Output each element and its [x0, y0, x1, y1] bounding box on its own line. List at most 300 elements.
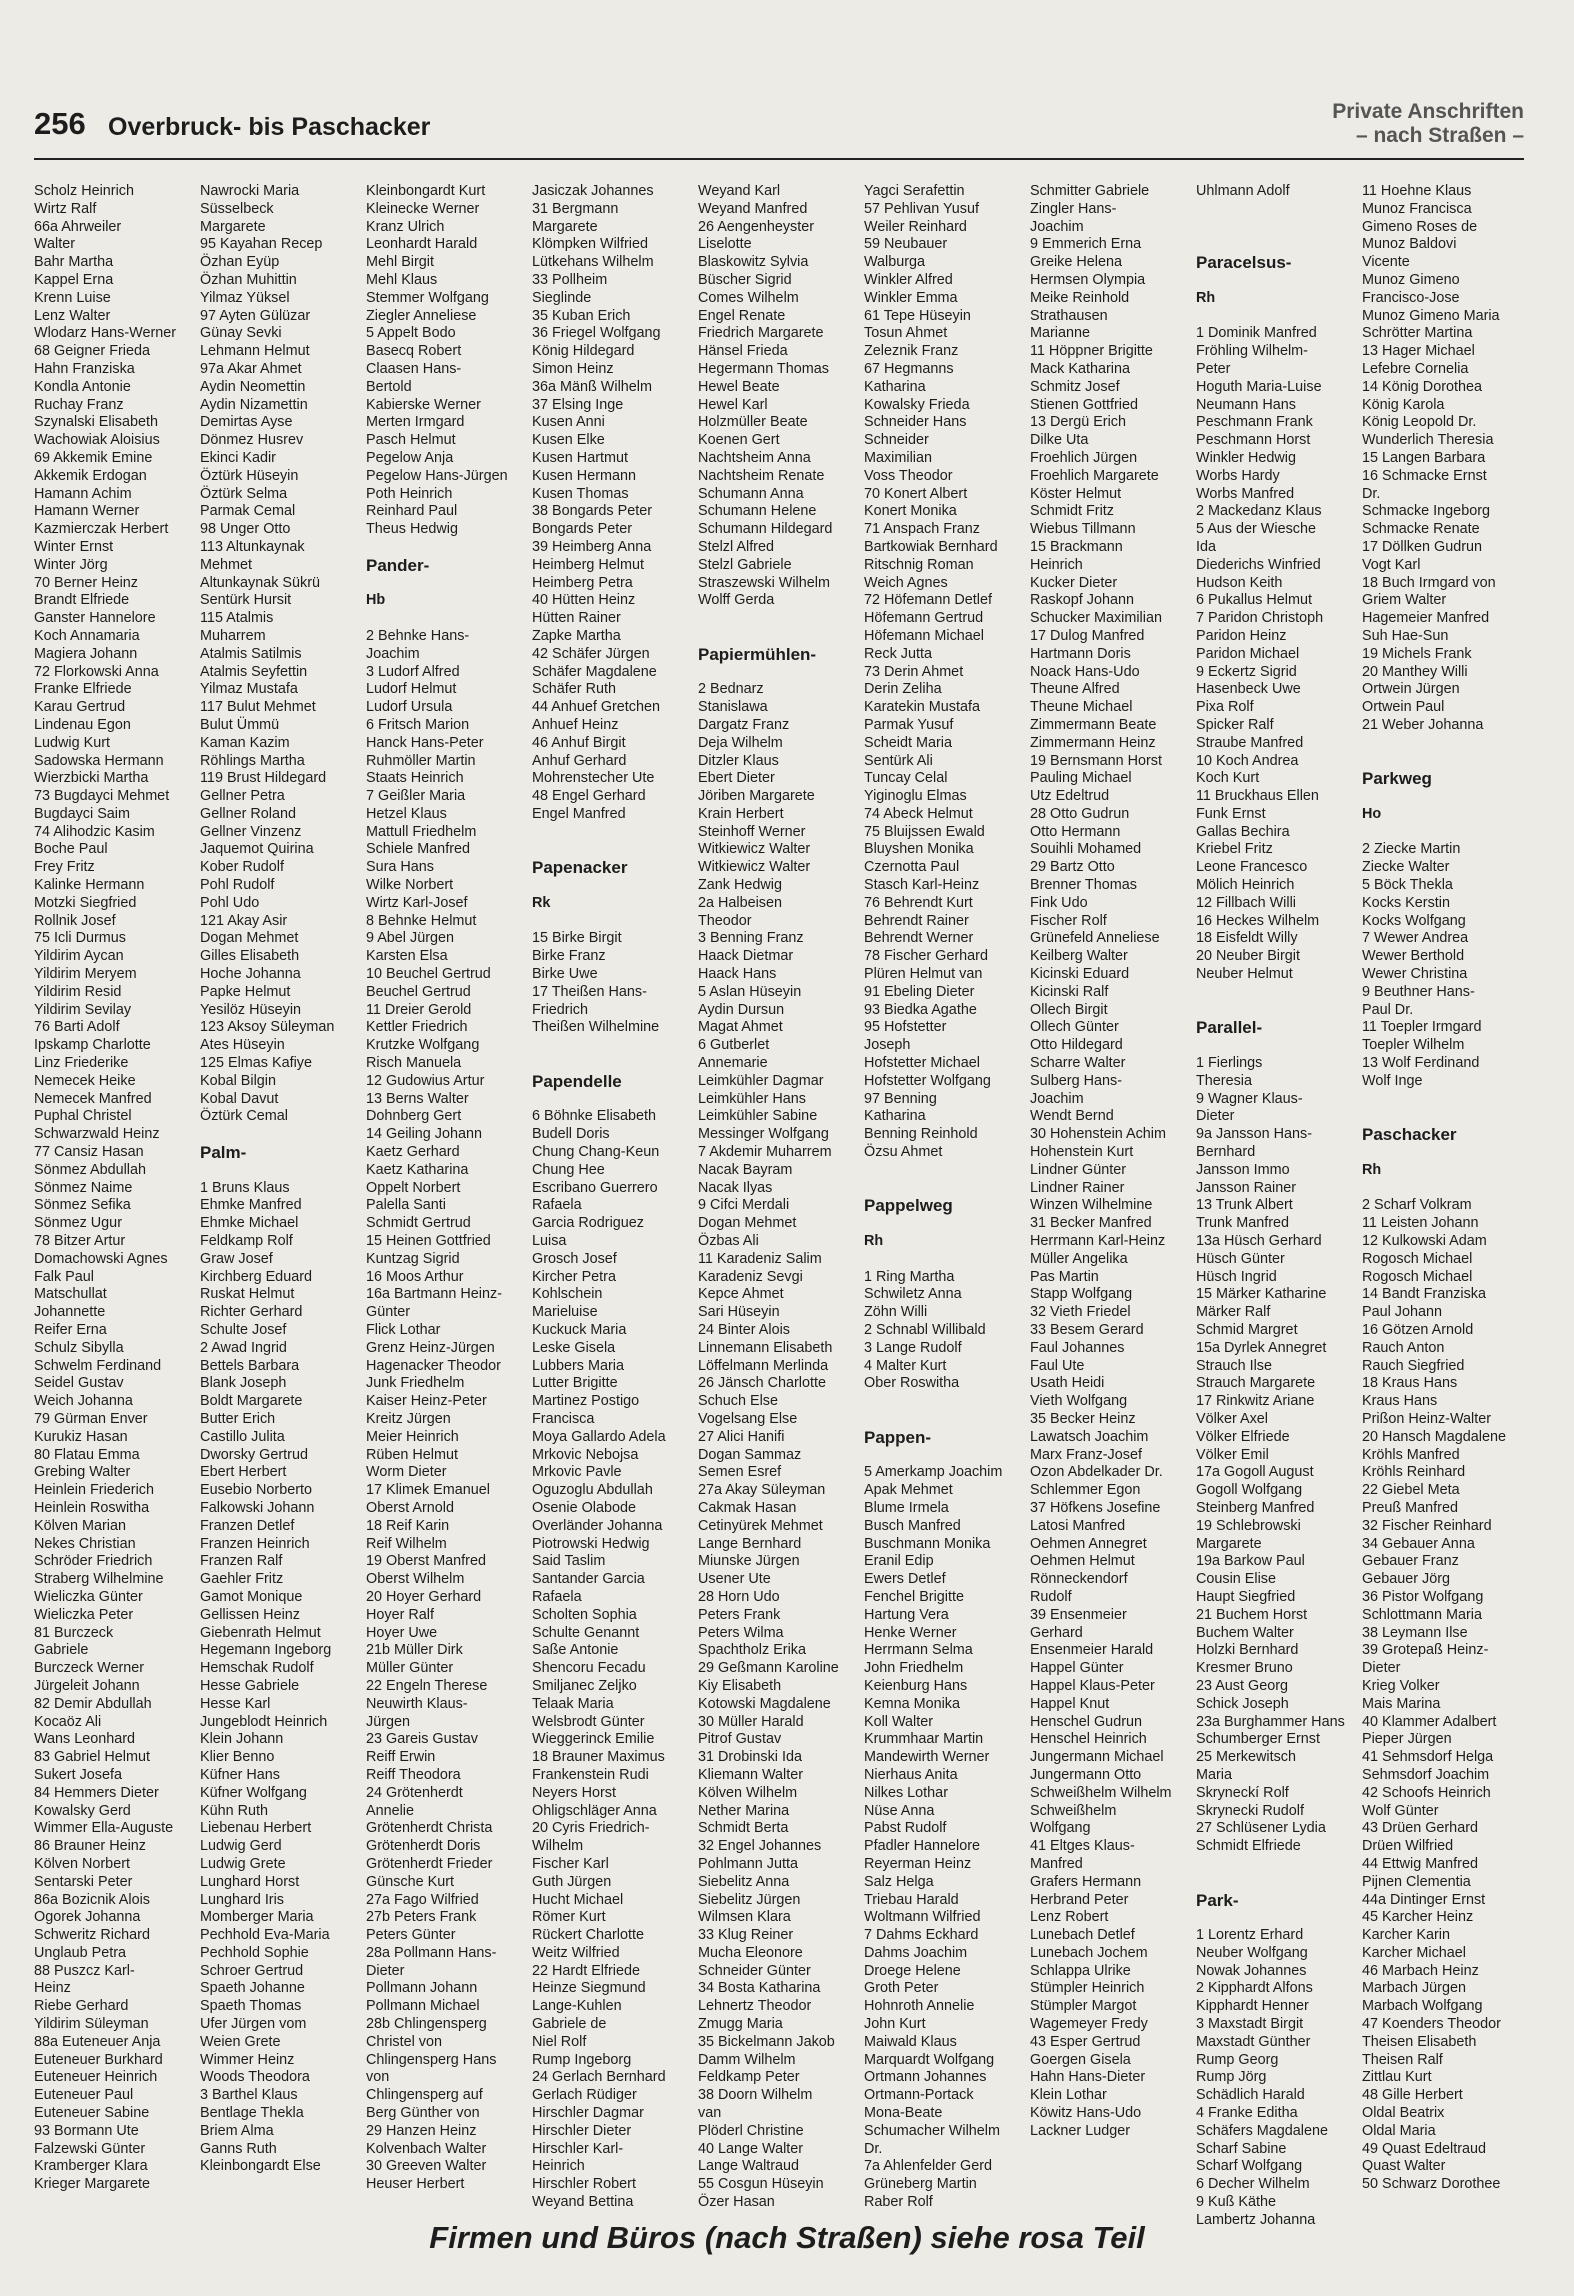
directory-entry: Wolf Inge: [1362, 1072, 1423, 1089]
spacer: [1362, 1180, 1522, 1198]
directory-entry: Mrkovic Pavle: [532, 1464, 622, 1481]
directory-entry: Nilkes Lothar: [864, 1784, 948, 1801]
directory-entry: Kusen Hermann: [532, 467, 636, 484]
directory-entry: 73 Derin Ahmet: [864, 663, 964, 680]
directory-entry: Kobal Davut: [200, 1090, 279, 1107]
directory-entry: Happel Günter: [1030, 1660, 1124, 1677]
directory-entry: 91 Ebeling Dieter: [864, 983, 975, 1000]
directory-entry: Muharrem: [200, 627, 266, 644]
directory-entry: Schumberger Ernst: [1196, 1731, 1320, 1748]
directory-entry: Bahr Martha: [34, 254, 114, 271]
directory-entry: Mehl Birgit: [366, 254, 434, 271]
directory-entry: Krain Herbert: [698, 805, 784, 822]
directory-entry: Heinze Siegmund: [532, 1980, 646, 1997]
directory-entry: Brandt Elfriede: [34, 592, 130, 609]
directory-entry: Herbrand Peter: [1030, 1891, 1129, 1908]
spacer: [1362, 1108, 1522, 1126]
directory-entry: Gilles Elisabeth: [200, 948, 300, 965]
directory-entry: Lütkehans Wilhelm: [532, 254, 654, 271]
directory-entry: 45 Karcher Heinz: [1362, 1909, 1474, 1926]
directory-entry: Hofstetter Michael: [864, 1055, 980, 1072]
directory-entry: Schäfer Magdalene: [532, 663, 657, 680]
directory-entry: 11 Karadeniz Salim: [698, 1250, 822, 1267]
directory-entry: Theodor: [698, 912, 752, 929]
directory-entry: Marbach Jürgen: [1362, 1980, 1466, 1997]
directory-entry: Munoz Baldovi: [1362, 236, 1457, 253]
directory-entry: Bernhard: [1196, 1144, 1256, 1161]
directory-entry: Groth Peter: [864, 1980, 939, 1997]
directory-entry: 6 Gutberlet: [698, 1037, 770, 1054]
directory-entry: 7 Paridon Christoph: [1196, 610, 1324, 627]
directory-entry: Pas Martin: [1030, 1268, 1099, 1285]
directory-entry: 69 Akkemik Emine: [34, 449, 153, 466]
directory-entry: Nachtsheim Renate: [698, 467, 825, 484]
directory-entry: 75 Icli Durmus: [34, 930, 126, 947]
spacer: [532, 1091, 692, 1109]
directory-entry: Hetzel Klaus: [366, 805, 447, 822]
directory-entry: Winkler Alfred: [864, 271, 953, 288]
directory-entry: Marieluise: [532, 1304, 598, 1321]
directory-entry: Theißen Wilhelmine: [532, 1019, 660, 1036]
directory-entry: Paridon Michael: [1196, 645, 1300, 662]
directory-entry: Parmak Cemal: [200, 503, 296, 520]
directory-entry: 28 Horn Udo: [698, 1588, 780, 1605]
street-heading: Papiermühlen-: [698, 644, 817, 664]
directory-entry: Höfemann Gertrud: [864, 610, 984, 627]
directory-entry: Hermsen Olympia: [1030, 271, 1146, 288]
directory-entry: Mrkovic Nebojsa: [532, 1446, 639, 1463]
street-heading: Parkweg: [1362, 769, 1432, 789]
directory-entry: Heinrich: [1030, 556, 1083, 573]
directory-entry: Annemarie: [698, 1055, 768, 1072]
directory-entry: Krenn Luise: [34, 289, 111, 306]
directory-entry: Rump Ingeborg: [532, 2051, 632, 2068]
directory-entry: Kleinbongardt Kurt: [366, 183, 486, 199]
directory-entry: Pasch Helmut: [366, 432, 456, 449]
directory-entry: Lange Waltraud: [698, 2158, 800, 2175]
directory-entry: Benning Reinhold: [864, 1126, 978, 1143]
directory-entry: Scheidt Maria: [864, 734, 952, 751]
directory-entry: Chlingensperg Hans: [366, 2051, 497, 2068]
directory-entry: 93 Bormann Ute: [34, 2122, 139, 2139]
directory-entry: Frey Fritz: [34, 859, 95, 876]
directory-entry: Falkowski Johann: [200, 1499, 315, 1516]
directory-entry: Pegelow Hans-Jürgen: [366, 467, 508, 484]
directory-entry: 16 Heckes Wilhelm: [1196, 912, 1320, 929]
directory-entry: Kröhls Manfred: [1362, 1446, 1460, 1463]
directory-entry: 95 Hofstetter: [864, 1019, 947, 1036]
directory-entry: Sönmez Naime: [34, 1179, 133, 1196]
directory-entry: Kircher Petra: [532, 1268, 616, 1285]
directory-entry: Castillo Julita: [200, 1428, 285, 1445]
directory-entry: 20 Hansch Magdalene: [1362, 1428, 1507, 1445]
directory-entry: Schiele Manfred: [366, 841, 470, 858]
address-column: [532, 183, 692, 2212]
directory-entry: Hegemann Ingeborg: [200, 1642, 332, 1659]
directory-entry: Maxstadt Günther: [1196, 2033, 1311, 2050]
directory-entry: Nawrocki Maria: [200, 183, 300, 199]
directory-entry: Johannette: [34, 1304, 106, 1321]
directory-entry: 29 Hanzen Heinz: [366, 2122, 477, 2139]
directory-entry: Buschmann Monika: [864, 1535, 991, 1552]
directory-entry: Boldt Margarete: [200, 1393, 303, 1410]
directory-entry: Spaeth Johanne: [200, 1980, 305, 1997]
directory-entry: Lindner Günter: [1030, 1161, 1126, 1178]
directory-entry: Apak Mehmet: [864, 1482, 953, 1499]
directory-entry: Liselotte: [698, 236, 752, 253]
directory-entry: Ludwig Gerd: [200, 1838, 282, 1855]
directory-entry: Rafaela: [532, 1588, 582, 1605]
district-code: Ho: [1362, 805, 1382, 822]
directory-entry: Lange Bernhard: [698, 1535, 802, 1552]
directory-entry: 78 Bitzer Artur: [34, 1233, 126, 1250]
directory-entry: Kohlschein: [532, 1286, 603, 1303]
directory-entry: 19 Oberst Manfred: [366, 1553, 486, 1570]
directory-entry: Quast Walter: [1362, 2158, 1446, 2175]
directory-entry: Koenen Gert: [698, 432, 780, 449]
directory-entry: Euteneuer Sabine: [34, 2105, 150, 2122]
directory-entry: Kühn Ruth: [200, 1802, 269, 1819]
directory-entry: Haack Dietmar: [698, 948, 794, 965]
directory-entry: Ollech Birgit: [1030, 1001, 1108, 1018]
directory-entry: Schneider Hans: [864, 414, 967, 431]
address-column: [366, 183, 526, 2194]
spacer: [698, 664, 858, 682]
directory-entry: Briem Alma: [200, 2122, 274, 2139]
spacer: [864, 1180, 1024, 1198]
directory-entry: 46 Marbach Heinz: [1362, 1962, 1479, 1979]
directory-entry: Friedrich: [532, 1001, 588, 1018]
directory-entry: Lunebach Detlef: [1030, 1927, 1135, 1944]
directory-entry: Worm Dieter: [366, 1464, 447, 1481]
directory-entry: Wieliczka Peter: [34, 1606, 134, 1623]
district-code: Rh: [1196, 289, 1216, 306]
directory-entry: Witkiewicz Walter: [698, 859, 811, 876]
directory-entry: Bulut Ümmü: [200, 716, 280, 733]
directory-entry: Zimmermann Beate: [1030, 716, 1157, 733]
directory-entry: 32 Engel Johannes: [698, 1838, 822, 1855]
directory-entry: Hohnroth Annelie: [864, 1998, 975, 2015]
directory-entry: Yiginoglu Elmas: [864, 788, 967, 805]
spacer: [1196, 1909, 1356, 1927]
directory-entry: Schumann Hildegard: [698, 521, 833, 538]
directory-entry: 27a Akay Süleyman: [698, 1482, 826, 1499]
directory-entry: 98 Unger Otto: [200, 521, 291, 538]
directory-entry: 22 Engeln Therese: [366, 1677, 488, 1694]
directory-entry: Skrynecki Rudolf: [1196, 1802, 1304, 1819]
directory-entry: Hüsch Günter: [1196, 1250, 1285, 1267]
directory-entry: Dahms Joachim: [864, 1944, 968, 1961]
directory-entry: Siebelitz Anna: [698, 1873, 790, 1890]
directory-entry: Friedrich Margarete: [698, 325, 824, 342]
directory-entry: Herrmann Karl-Heinz: [1030, 1233, 1166, 1250]
directory-entry: Gerhard: [1030, 1624, 1083, 1641]
spacer: [864, 1447, 1024, 1465]
directory-entry: 20 Cyris Friedrich-: [532, 1820, 650, 1837]
directory-entry: Bertold: [366, 378, 412, 395]
directory-entry: Hegermann Thomas: [698, 360, 829, 377]
directory-entry: Saße Antonie: [532, 1642, 619, 1659]
street-heading: Paracelsus-: [1196, 253, 1292, 273]
directory-entry: Grötenherdt Frieder: [366, 1855, 493, 1872]
directory-entry: Messinger Wolfgang: [698, 1126, 829, 1143]
directory-entry: 1 Fierlings: [1196, 1055, 1263, 1072]
directory-entry: Yildirim Süleyman: [34, 2016, 149, 2033]
directory-entry: Franzen Detlef: [200, 1517, 295, 1534]
directory-entry: Scharre Walter: [1030, 1055, 1126, 1072]
directory-entry: Wendt Bernd: [1030, 1108, 1114, 1125]
directory-entry: 46 Anhuf Birgit: [532, 734, 626, 751]
directory-entry: Palella Santi: [366, 1197, 446, 1214]
directory-entry: 123 Aksoy Süleyman: [200, 1019, 335, 1036]
directory-entry: Behrendt Werner: [864, 930, 974, 947]
directory-entry: 9 Beuthner Hans-: [1362, 983, 1475, 1000]
directory-entry: Kotowski Magdalene: [698, 1695, 831, 1712]
directory-entry: 30 Greeven Walter: [366, 2158, 487, 2175]
directory-entry: Eranil Edip: [864, 1553, 934, 1570]
directory-entry: 2 Schnabl Willibald: [864, 1322, 986, 1338]
directory-entry: Pauling Michael: [1030, 770, 1132, 787]
directory-entry: Hirschler Dieter: [532, 2122, 632, 2139]
directory-entry: 71 Anspach Franz: [864, 521, 980, 538]
district-code: Hb: [366, 592, 386, 609]
directory-entry: Claasen Hans-: [366, 360, 462, 377]
directory-entry: 9 Emmerich Erna: [1030, 236, 1142, 253]
directory-entry: 13 Wolf Ferdinand: [1362, 1055, 1480, 1072]
directory-entry: Ates Hüseyin: [200, 1037, 285, 1054]
directory-entry: Ganster Hannelore: [34, 610, 156, 627]
directory-entry: Hänsel Frieda: [698, 343, 788, 360]
directory-entry: Jansson Immo: [1196, 1161, 1290, 1178]
directory-entry: 11 Hoehne Klaus: [1362, 183, 1472, 199]
directory-entry: Schmidt Berta: [698, 1820, 789, 1837]
directory-entry: Franke Elfriede: [34, 681, 132, 698]
directory-entry: Ruchay Franz: [34, 396, 124, 413]
directory-entry: Klein Johann: [200, 1731, 284, 1748]
directory-entry: Ruskat Helmut: [200, 1286, 295, 1303]
directory-entry: Hagenacker Theodor: [366, 1357, 501, 1374]
directory-entry: 27 Alici Hanifi: [698, 1428, 785, 1445]
directory-entry: Gerlach Rüdiger: [532, 2087, 637, 2104]
directory-entry: Usener Ute: [698, 1571, 771, 1588]
directory-entry: Ida: [1196, 538, 1217, 555]
directory-entry: 70 Berner Heinz: [34, 574, 138, 591]
directory-entry: 10 Beuchel Gertrud: [366, 966, 491, 983]
directory-entry: 39 Grotepaß Heinz-: [1362, 1642, 1489, 1659]
directory-entry: Reiff Erwin: [366, 1749, 436, 1766]
directory-entry: 17 Döllken Gudrun: [1362, 538, 1482, 555]
directory-entry: 7 Wewer Andrea: [1362, 930, 1469, 947]
directory-entry: Falk Paul: [34, 1268, 94, 1285]
directory-entry: Dargatz Franz: [698, 716, 790, 733]
directory-entry: 19 Michels Frank: [1362, 645, 1472, 662]
directory-entry: Jungermann Otto: [1030, 1766, 1142, 1783]
directory-entry: Rüben Helmut: [366, 1446, 458, 1463]
directory-entry: Haack Hans: [698, 966, 777, 983]
directory-entry: Schmidt Elfriede: [1196, 1838, 1301, 1855]
directory-entry: Matschullat: [34, 1286, 107, 1303]
directory-entry: Özhan Muhittin: [200, 271, 297, 288]
directory-entry: Hamann Werner: [34, 503, 140, 520]
directory-entry: 1 Bruns Klaus: [200, 1179, 290, 1196]
directory-entry: Weyand Bettina: [532, 2194, 634, 2211]
directory-entry: Kleinbongardt Else: [200, 2158, 321, 2175]
directory-entry: Wans Leonhard: [34, 1731, 136, 1748]
directory-entry: Hohenstein Kurt: [1030, 1144, 1134, 1161]
directory-entry: Bartkowiak Bernhard: [864, 538, 998, 555]
directory-entry: Falzewski Günter: [34, 2140, 146, 2157]
directory-entry: Junk Friedhelm: [366, 1375, 465, 1392]
directory-entry: 29 Geßmann Karoline: [698, 1660, 839, 1677]
directory-entry: 8 Behnke Helmut: [366, 912, 477, 929]
directory-entry: Parmak Yusuf: [864, 716, 954, 733]
directory-entry: Szynalski Elisabeth: [34, 414, 158, 431]
directory-entry: 76 Behrendt Kurt: [864, 894, 973, 911]
directory-entry: Strauch Margarete: [1196, 1375, 1316, 1392]
directory-entry: Heinz: [34, 1980, 71, 1997]
directory-entry: Liebenau Herbert: [200, 1820, 312, 1837]
directory-entry: Kölven Norbert: [34, 1855, 130, 1872]
directory-entry: Holzki Bernhard: [1196, 1642, 1299, 1659]
spacer: [1196, 1874, 1356, 1892]
directory-entry: Atalmis Satilmis: [200, 645, 302, 662]
directory-entry: Mandewirth Werner: [864, 1749, 990, 1766]
directory-entry: Blank Joseph: [200, 1375, 287, 1392]
directory-entry: Zittlau Kurt: [1362, 2069, 1432, 2086]
spacer: [200, 1162, 360, 1180]
directory-entry: 72 Florkowski Anna: [34, 663, 159, 680]
directory-entry: Katharina: [864, 1108, 926, 1125]
directory-entry: Leimkühler Sabine: [698, 1108, 818, 1125]
directory-entry: Wimmer Heinz: [200, 2051, 295, 2068]
directory-entry: 79 Gürman Enver: [34, 1410, 148, 1427]
directory-entry: Mattull Friedhelm: [366, 823, 477, 840]
directory-entry: Nemecek Heike: [34, 1072, 136, 1089]
spacer: [1196, 984, 1356, 1002]
spacer: [532, 913, 692, 931]
directory-entry: Nierhaus Anita: [864, 1766, 958, 1783]
directory-entry: Grafers Hermann: [1030, 1873, 1142, 1890]
directory-entry: 80 Flatau Emma: [34, 1446, 140, 1463]
directory-entry: Özhan Eyüp: [200, 254, 280, 271]
directory-entry: 33 Klug Reiner: [698, 1927, 794, 1944]
directory-entry: 125 Elmas Kafiye: [200, 1055, 312, 1072]
spacer: [1196, 201, 1356, 219]
directory-entry: Wewer Christina: [1362, 966, 1468, 983]
directory-entry: Vicente: [1362, 254, 1410, 271]
directory-entry: Rollnik Josef: [34, 912, 116, 929]
directory-entry: Wieliczka Günter: [34, 1588, 143, 1605]
directory-entry: Schmitter Gabriele: [1030, 183, 1150, 199]
directory-entry: Rönneckendorf: [1030, 1571, 1128, 1588]
directory-entry: Feldkamp Peter: [698, 2069, 800, 2086]
directory-entry: Ruhmöller Martin: [366, 752, 476, 769]
page-title: Overbruck- bis Paschacker: [108, 113, 431, 141]
spacer: [1196, 272, 1356, 290]
spacer: [366, 539, 526, 557]
directory-entry: Dieter: [1362, 1660, 1401, 1677]
directory-entry: 2 Awad Ingrid: [200, 1339, 287, 1356]
directory-entry: Kocaöz Ali: [34, 1713, 102, 1730]
directory-entry: Wirtz Ralf: [34, 200, 97, 217]
address-column: [698, 183, 858, 2212]
directory-entry: Yagci Serafettin: [864, 183, 965, 199]
directory-entry: Noack Hans-Udo: [1030, 663, 1140, 680]
directory-entry: Nüse Anna: [864, 1802, 935, 1819]
directory-entry: Anhuf Gerhard: [532, 752, 627, 769]
directory-entry: Stümpler Heinrich: [1030, 1980, 1145, 1997]
directory-entry: Ganns Ruth: [200, 2140, 277, 2157]
directory-entry: Euteneuer Burkhard: [34, 2051, 163, 2068]
directory-entry: König Karola: [1362, 396, 1445, 413]
directory-entry: Kuntzag Sigrid: [366, 1250, 460, 1267]
directory-entry: Greike Helena: [1030, 254, 1122, 271]
directory-entry: Schweißhelm: [1030, 1802, 1117, 1819]
directory-entry: Lindenau Egon: [34, 716, 131, 733]
directory-entry: Peter: [1196, 360, 1231, 377]
directory-entry: Buchem Walter: [1196, 1624, 1294, 1641]
directory-entry: Souihli Mohamed: [1030, 841, 1142, 858]
directory-entry: Hahn Hans-Dieter: [1030, 2069, 1146, 2086]
directory-entry: Aydin Neomettin: [200, 378, 306, 395]
directory-entry: Jürgeleit Johann: [34, 1677, 140, 1694]
directory-entry: 17 Dulog Manfred: [1030, 627, 1145, 644]
directory-entry: 86 Brauner Heinz: [34, 1838, 146, 1855]
directory-entry: Ortwein Paul: [1362, 699, 1445, 716]
directory-entry: Birke Franz: [532, 948, 606, 965]
directory-entry: Sentürk Ali: [864, 752, 933, 769]
directory-entry: 97 Ayten Gülüzar: [200, 307, 311, 324]
directory-entry: Meier Heinrich: [366, 1428, 459, 1445]
directory-entry: Hesse Gabriele: [200, 1677, 300, 1694]
directory-entry: Happel Klaus-Peter: [1030, 1677, 1155, 1694]
directory-entry: 16 Moos Arthur: [366, 1268, 464, 1285]
directory-entry: Scholz Heinrich: [34, 183, 134, 199]
directory-entry: Ollech Günter: [1030, 1019, 1119, 1036]
directory-entry: Reck Jutta: [864, 645, 932, 662]
directory-entry: Kramberger Klara: [34, 2158, 148, 2175]
directory-entry: Karsten Elsa: [366, 948, 448, 965]
page-number: 256: [34, 106, 86, 141]
directory-entry: Simon Heinz: [532, 360, 614, 377]
directory-entry: Ohligschläger Anna: [532, 1802, 657, 1819]
directory-entry: Kuckuck Maria: [532, 1322, 627, 1338]
directory-entry: Gebauer Jörg: [1362, 1571, 1450, 1588]
directory-entry: Siebelitz Jürgen: [698, 1891, 801, 1908]
directory-entry: 38 Leymann Ilse: [1362, 1624, 1468, 1641]
directory-entry: 59 Neubauer: [864, 236, 948, 253]
directory-entry: Hofstetter Wolfgang: [864, 1072, 991, 1089]
directory-entry: 27a Fago Wilfried: [366, 1891, 479, 1908]
directory-entry: Spachtholz Erika: [698, 1642, 806, 1659]
directory-entry: Oberst Arnold: [366, 1499, 454, 1516]
directory-entry: Hudson Keith: [1196, 574, 1283, 591]
directory-entry: 86a Bozicnik Alois: [34, 1891, 150, 1908]
directory-entry: Czernotta Paul: [864, 859, 960, 876]
directory-entry: Maximilian: [864, 449, 932, 466]
directory-entry: 9 Cifci Merdali: [698, 1197, 790, 1214]
directory-entry: Ritschnig Roman: [864, 556, 974, 573]
directory-entry: Peschmann Horst: [1196, 432, 1311, 449]
directory-entry: Demirtas Ayse: [200, 414, 293, 431]
directory-entry: 18 Brauner Maximus: [532, 1749, 665, 1766]
directory-entry: Ortmann-Portack: [864, 2087, 974, 2104]
directory-entry: Rump Georg: [1196, 2051, 1279, 2068]
directory-entry: Chung Hee: [532, 1161, 605, 1178]
directory-entry: Woods Theodora: [200, 2069, 310, 2086]
directory-entry: 26 Jänsch Charlotte: [698, 1375, 826, 1392]
page-header: [34, 96, 1524, 160]
